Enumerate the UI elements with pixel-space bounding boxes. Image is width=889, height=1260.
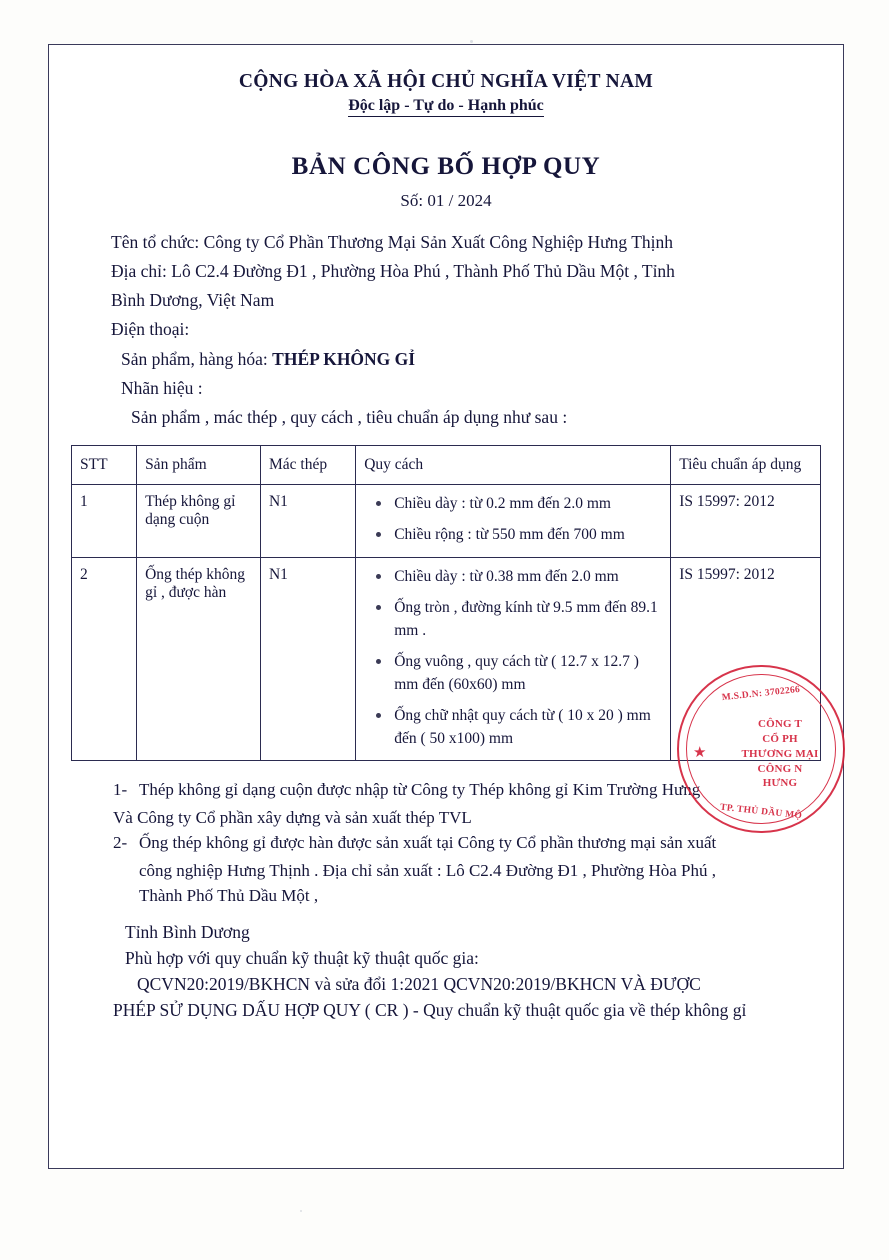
column-header-spec: Quy cách bbox=[356, 445, 671, 484]
cell-standard: IS 15997: 2012 bbox=[671, 557, 821, 760]
organization-address-line2: Bình Dương, Việt Nam bbox=[111, 290, 275, 311]
province-line: Tỉnh Bình Dương bbox=[125, 921, 250, 942]
table-row bbox=[72, 484, 821, 557]
conformity-line-2: PHÉP SỬ DỤNG DẤU HỢP QUY ( CR ) - Quy chuẩn kỹ thuật quốc gia về thép không gỉ bbox=[113, 1000, 747, 1021]
spec-item: Ống chữ nhật quy cách từ ( 10 x 20 ) mm đến ( 50 x100) mm bbox=[386, 705, 662, 750]
scan-speck bbox=[300, 1210, 302, 1212]
column-header-product: Sản phẩm bbox=[137, 445, 261, 484]
organization-name: Tên tổ chức: Công ty Cổ Phần Thương Mại Sản Xuất Công Nghiệp Hưng Thịnh bbox=[111, 232, 674, 252]
note-item bbox=[113, 777, 805, 803]
seal-center-line-3: THƯƠNG MẠI bbox=[741, 747, 819, 760]
cell-product: Thép không gỉ dạng cuộn bbox=[137, 484, 261, 557]
organization-phone: Điện thoại: bbox=[111, 319, 190, 340]
conformity-label: Phù hợp với quy chuẩn kỹ thuật kỹ thuật quốc gia: bbox=[125, 947, 479, 968]
conformity-section bbox=[63, 919, 829, 1024]
spec-item: Ống vuông , quy cách từ ( 12.7 x 12.7 ) mm đến (60x60) mm bbox=[386, 651, 662, 696]
note-number: 1- bbox=[113, 780, 128, 800]
page-title: BẢN CÔNG BỐ HỢP QUY bbox=[291, 153, 601, 180]
cell-grade: N1 bbox=[260, 557, 355, 760]
document-number: Số: 01 / 2024 bbox=[400, 191, 492, 210]
organization-address-line1: Địa chỉ: Lô C2.4 Đường Đ1 , Phường Hòa Phú , Thành Phố Thủ Dầu Một , Tỉnh bbox=[111, 261, 675, 282]
note-continuation: công nghiệp Hưng Thịnh . Địa chỉ sản xuất : Lô C2.4 Đường Đ1 , Phường Hòa Phú , bbox=[139, 860, 716, 880]
specification-table bbox=[71, 445, 821, 761]
note-text: Thép không gỉ dạng cuộn được nhập từ Công ty Thép không gỉ Kim Trường Hưng bbox=[139, 780, 701, 800]
seal-star-icon: ★ bbox=[693, 745, 707, 761]
organization-info bbox=[63, 229, 829, 431]
note-number: 2- bbox=[113, 833, 128, 853]
column-header-grade: Mác thép bbox=[260, 445, 355, 484]
spec-item: Ống tròn , đường kính từ 9.5 mm đến 89.1 mm . bbox=[386, 597, 662, 642]
note-item bbox=[113, 830, 805, 856]
table-row bbox=[72, 557, 821, 760]
intro-line: Sản phẩm , mác thép , quy cách , tiêu chuẩn áp dụng như sau : bbox=[131, 406, 568, 427]
cell-grade: N1 bbox=[260, 484, 355, 557]
seal-center-line-5: HƯNG bbox=[762, 777, 798, 790]
scan-speck bbox=[470, 40, 473, 43]
conformity-line-1: QCVN20:2019/BKHCN và sửa đổi 1:2021 QCVN20:2019/BKHCN VÀ ĐƯỢC bbox=[137, 974, 701, 995]
note-continuation: Thành Phố Thủ Dầu Một , bbox=[139, 886, 319, 906]
spec-item: Chiều dày : từ 0.38 mm đến 2.0 mm bbox=[386, 566, 662, 588]
brand-line: Nhãn hiệu : bbox=[121, 377, 203, 398]
column-header-stt: STT bbox=[72, 445, 137, 484]
national-title: CỘNG HÒA XÃ HỘI CHỦ NGHĨA VIỆT NAM bbox=[238, 71, 654, 92]
column-header-standard: Tiêu chuẩn áp dụng bbox=[671, 445, 821, 484]
spec-item: Chiều dày : từ 0.2 mm đến 2.0 mm bbox=[386, 493, 662, 515]
seal-bottom-text: TP. THỦ DẦU MỘ bbox=[719, 802, 803, 822]
note-text: Ống thép không gỉ được hàn được sản xuất tại Công ty Cổ phần thương mại sản xuất bbox=[139, 833, 717, 853]
cell-stt: 2 bbox=[72, 557, 137, 760]
note-continuation: Và Công ty Cổ phần xây dựng và sản xuất thép TVL bbox=[113, 807, 472, 827]
cell-spec bbox=[356, 484, 671, 557]
spec-item: Chiều rộng : từ 550 mm đến 700 mm bbox=[386, 524, 662, 546]
table-header-row bbox=[72, 445, 821, 484]
seal-center-line-2: CỔ PH bbox=[762, 732, 798, 745]
notes-section bbox=[63, 777, 829, 909]
product-line bbox=[111, 346, 809, 373]
seal-center-line-1: CÔNG T bbox=[757, 718, 803, 730]
cell-spec bbox=[356, 557, 671, 760]
national-motto: Độc lập - Tự do - Hạnh phúc bbox=[348, 97, 544, 117]
cell-standard: IS 15997: 2012 bbox=[671, 484, 821, 557]
cell-stt: 1 bbox=[72, 484, 137, 557]
cell-product: Ống thép không gỉ , được hàn bbox=[137, 557, 261, 760]
document-border bbox=[48, 44, 844, 1169]
product-value: THÉP KHÔNG GỈ bbox=[272, 348, 416, 369]
seal-center-line-4: CÔNG N bbox=[757, 762, 803, 775]
seal-top-text: M.S.D.N: 3702266 bbox=[721, 684, 801, 704]
product-label: Sản phẩm, hàng hóa: bbox=[121, 348, 268, 369]
